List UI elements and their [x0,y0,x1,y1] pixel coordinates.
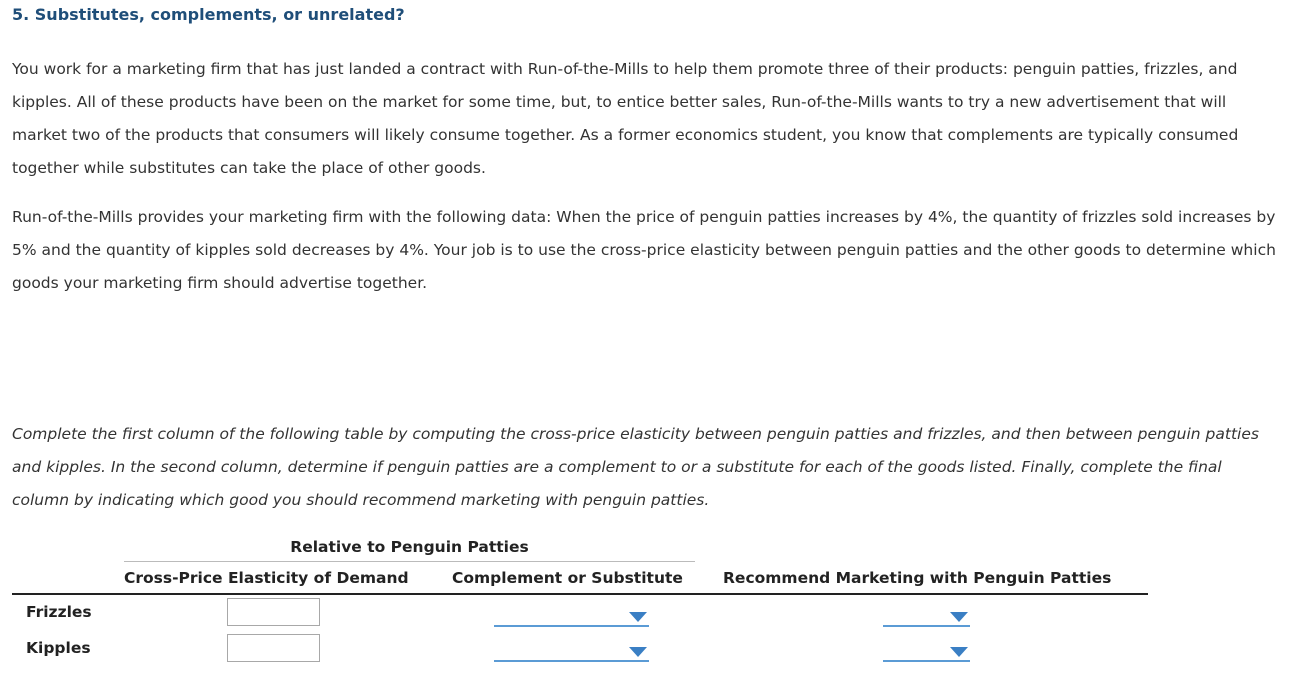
question-title: 5. Substitutes, complements, or unrelated? [12,5,405,24]
frizzles-relation-dropdown[interactable] [494,605,649,627]
instructions-paragraph: Complete the first column of the following table by computing the cross-price elasticity between penguin patties and frizzles, and then between penguin patties and kipples. In the second column, determine if penguin patties are a complement to or a substitute for each of the goods listed. Finally, complete the final column by indicating which good you should recommend marketing with penguin patties. [12,425,1259,509]
kipples-recommend-dropdown[interactable] [883,640,970,662]
kipples-elasticity-input[interactable] [227,634,320,662]
row-label-frizzles: Frizzles [26,603,92,621]
header-divider [12,593,1148,595]
row-label-kipples: Kipples [26,639,91,657]
column-header-elasticity: Cross-Price Elasticity of Demand [124,569,409,587]
group-header-divider [124,561,695,562]
column-header-relation: Complement or Substitute [452,569,683,587]
frizzles-elasticity-input[interactable] [227,598,320,626]
frizzles-recommend-dropdown[interactable] [883,605,970,627]
data-paragraph: Run-of-the-Mills provides your marketing firm with the following data: When the price of penguin patties increases by 4%, the quantity of frizzles sold increases by 5% and the quantity of kipples sold decreases by 4%. Your job is to use the cross-price elasticity between penguin patties and the other goods to determine which goods your marketing firm should advertise together. [12,208,1276,292]
caret-down-icon [629,612,647,622]
kipples-relation-dropdown[interactable] [494,640,649,662]
caret-down-icon [950,612,968,622]
group-header: Relative to Penguin Patties [290,538,529,556]
column-header-recommend: Recommend Marketing with Penguin Patties [723,569,1112,587]
caret-down-icon [950,647,968,657]
caret-down-icon [629,647,647,657]
intro-paragraph: You work for a marketing firm that has just landed a contract with Run-of-the-Mills to help them promote three of their products: penguin patties, frizzles, and kipples. All of these products have been on the market for some time, but, to entice better sales, Run-of-the-Mills wants to try a new advertisement that will market two of the products that consumers will likely consume together. As a former economics student, you know that complements are typically consumed together while substitutes can take the place of other goods. [12,60,1239,177]
